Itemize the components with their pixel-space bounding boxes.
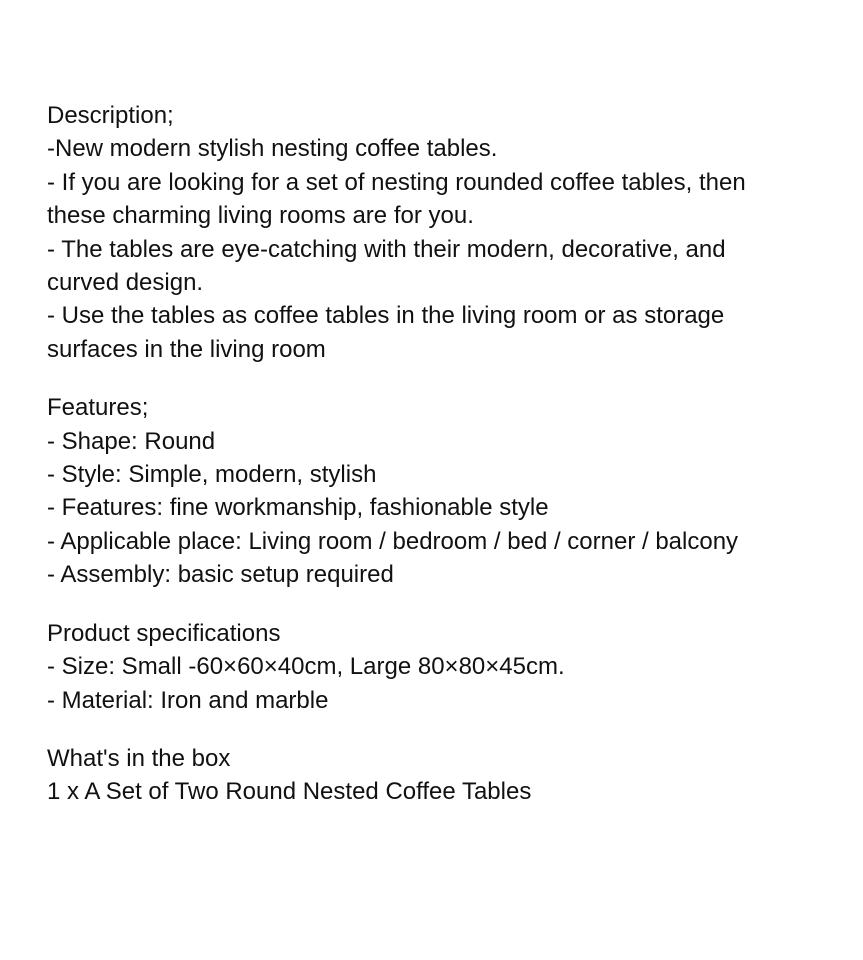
description-line: - Use the tables as coffee tables in the living room or as storage xyxy=(47,302,725,330)
specifications-section xyxy=(47,617,847,717)
description-line: - The tables are eye-catching with their modern, decorative, and xyxy=(47,235,726,263)
specification-item: - Size: Small -60×60×40cm, Large 80×80×45cm. xyxy=(47,653,565,681)
feature-item: - Features: fine workmanship, fashionable style xyxy=(47,494,549,522)
features-section xyxy=(47,391,847,591)
box-contents-section xyxy=(47,742,847,809)
specifications-heading: Product specifications xyxy=(47,619,281,647)
description-section xyxy=(47,99,847,366)
feature-item: - Style: Simple, modern, stylish xyxy=(47,461,377,489)
description-line: - If you are looking for a set of nesting rounded coffee tables, then xyxy=(47,168,746,196)
product-description-document xyxy=(47,99,847,834)
specification-item: - Material: Iron and marble xyxy=(47,686,329,714)
box-contents-item: 1 x A Set of Two Round Nested Coffee Tables xyxy=(47,778,532,806)
features-heading: Features; xyxy=(47,394,149,422)
description-heading: Description; xyxy=(47,102,174,129)
feature-item: - Applicable place: Living room / bedroom / bed / corner / balcony xyxy=(47,527,739,555)
description-line: curved design. xyxy=(47,269,204,297)
description-line: -New modern stylish nesting coffee tables. xyxy=(47,135,498,163)
feature-item: - Assembly: basic setup required xyxy=(47,561,394,589)
feature-item: - Shape: Round xyxy=(47,427,216,455)
box-contents-heading: What's in the box xyxy=(47,744,231,772)
description-line: these charming living rooms are for you. xyxy=(47,202,474,230)
description-line: surfaces in the living room xyxy=(47,335,326,363)
